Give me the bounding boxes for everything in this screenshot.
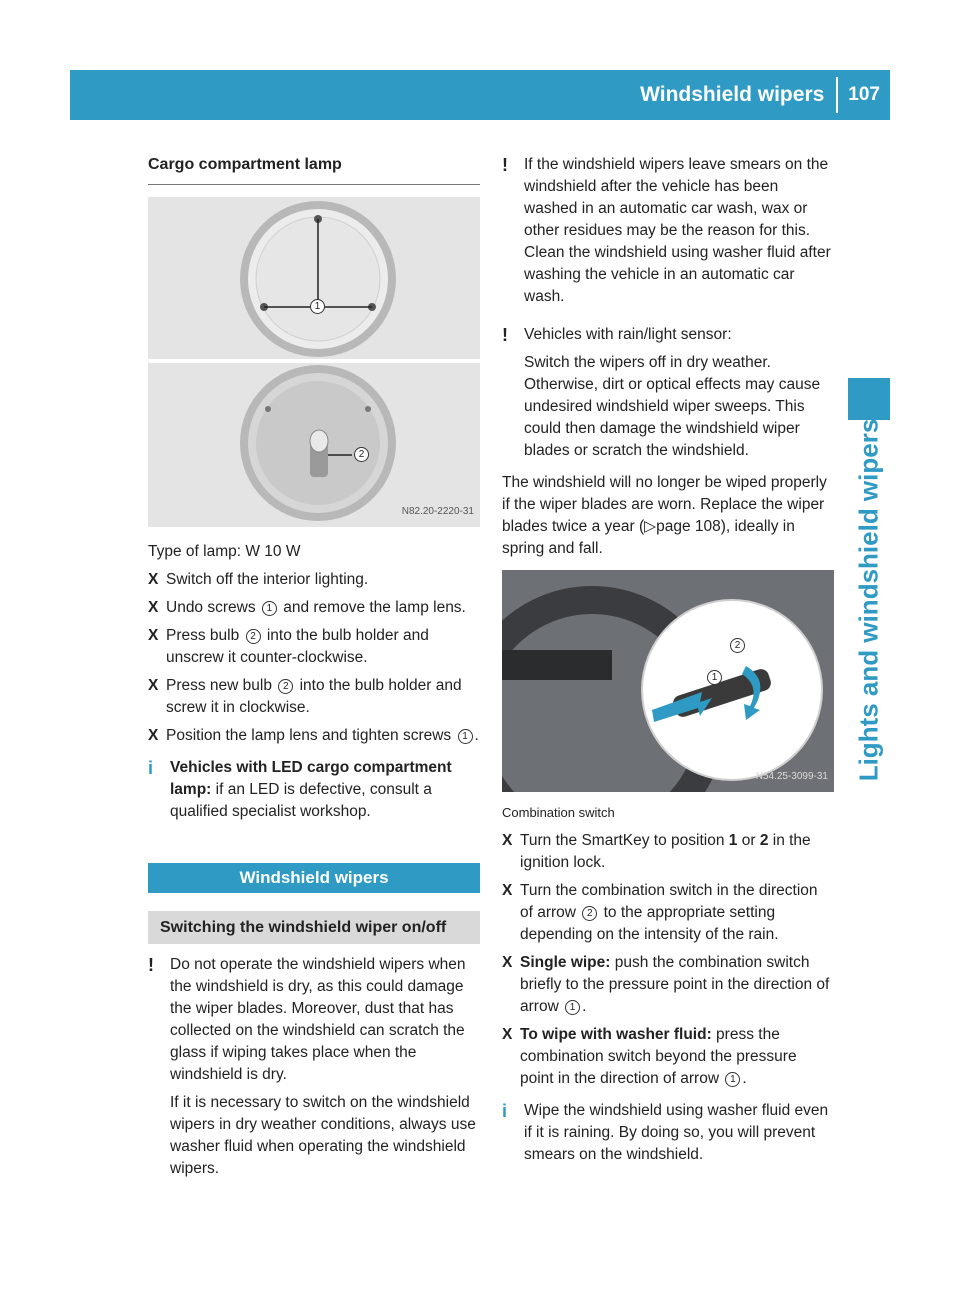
warning-text: Do not operate the windshield wipers when the windshield is dry, as this could damage the wiper blades. Moreover, dust that has collected on the windshield can scratch the glass if wiping takes place when the windshield is dry. xyxy=(170,956,466,1083)
running-header xyxy=(640,70,890,120)
step-item xyxy=(148,625,480,669)
step-text: Single wipe: push the combination switch briefly to the pressure point in the direction of arrow 1 . xyxy=(520,954,830,1015)
callout-1: 1 xyxy=(458,729,473,744)
step-marker-icon: X xyxy=(148,677,159,694)
header-title: Windshield wipers xyxy=(640,83,825,106)
warning-text: If it is necessary to switch on the windshield wipers in dry weather conditions, always use washer fluid when operating the windshield wipers. xyxy=(170,1094,476,1177)
step-item xyxy=(148,725,480,747)
callout-2: 2 xyxy=(730,638,745,653)
callout-2: 2 xyxy=(354,447,369,462)
warning-icon: ! xyxy=(148,955,154,975)
step-marker-icon: X xyxy=(502,832,513,849)
step-item xyxy=(502,952,834,1018)
info-text: Wipe the windshield using washer fluid even if it is raining. By doing so, you will prevent smears on the windshield. xyxy=(524,1102,829,1163)
callout-1: 1 xyxy=(262,601,277,616)
step-marker-icon: X xyxy=(502,954,513,971)
info-text: if an LED is defective, consult a qualified specialist workshop. xyxy=(170,781,432,820)
step-marker-icon: X xyxy=(148,599,159,616)
step-text: To wipe with washer fluid: press the combination switch beyond the pressure point in the direction of arrow 1 . xyxy=(520,1026,797,1087)
figure-cargo-lamp xyxy=(148,197,480,527)
callout-2: 2 xyxy=(582,906,597,921)
step-item xyxy=(148,569,480,591)
side-tab-marker xyxy=(848,378,890,420)
page-ref-icon: ▷ xyxy=(644,518,657,535)
figure-caption: Combination switch xyxy=(502,805,615,820)
cargo-lamp-illustration xyxy=(148,197,480,527)
step-text: Turn the combination switch in the direction of arrow 2 to the appropriate setting depending on the intensity of the rain. xyxy=(520,882,818,943)
step-marker-icon: X xyxy=(502,1026,513,1043)
callout-2: 2 xyxy=(246,629,261,644)
figure-combination-switch xyxy=(502,570,834,792)
callout-1: 1 xyxy=(310,299,325,314)
right-column xyxy=(502,154,834,1176)
callout-1: 1 xyxy=(707,670,722,685)
body-paragraph: The windshield will no longer be wiped properly if the wiper blades are worn. Replace the wiper blades twice a year (▷page 108), ideally in spring and fall. xyxy=(502,474,827,557)
section-title-bar: Windshield wipers xyxy=(148,863,480,893)
warning-note xyxy=(502,154,834,314)
step-text: Press bulb 2 into the bulb holder and unscrew it counter-clockwise. xyxy=(166,627,429,666)
step-item xyxy=(502,830,834,874)
step-text: Position the lamp lens and tighten screws 1 . xyxy=(166,727,479,744)
subsection-title-bar: Switching the windshield wiper on/off xyxy=(148,911,480,944)
warning-icon: ! xyxy=(502,155,508,175)
callout-1: 1 xyxy=(725,1072,740,1087)
figure-code: N82.20-2220-31 xyxy=(401,506,474,517)
step-marker-icon: X xyxy=(148,571,159,588)
left-column xyxy=(148,154,480,1190)
step-marker-icon: X xyxy=(148,627,159,644)
step-item xyxy=(148,675,480,719)
warning-text: If the windshield wipers leave smears on the windshield after the vehicle has been washed in an automatic car wash, wax or other residues may be the reason for this. Clean the windshield using washer fluid after washing the vehicle in an automatic car wash. xyxy=(524,156,831,305)
heading-cargo-lamp: Cargo compartment lamp xyxy=(148,154,480,185)
warning-icon: ! xyxy=(502,325,508,345)
warning-note xyxy=(502,324,834,468)
side-tab-label: Lights and windshield wipers xyxy=(853,418,884,782)
warning-text: Vehicles with rain/light sensor: xyxy=(524,326,732,343)
step-text: Undo screws 1 and remove the lamp lens. xyxy=(166,599,466,616)
step-text: Turn the SmartKey to position 1 or 2 in the ignition lock. xyxy=(520,832,811,871)
info-icon: i xyxy=(502,1101,508,1121)
page-number: 107 xyxy=(848,84,880,105)
info-icon: i xyxy=(148,758,154,778)
info-note xyxy=(148,757,480,829)
step-text: Switch off the interior lighting. xyxy=(166,571,369,588)
callout-1: 1 xyxy=(565,1000,580,1015)
step-item xyxy=(502,1024,834,1090)
lamp-type: Type of lamp: W 10 W xyxy=(148,543,301,560)
step-item xyxy=(148,597,480,619)
warning-note xyxy=(148,954,480,1186)
step-marker-icon: X xyxy=(148,727,159,744)
step-item xyxy=(502,880,834,946)
page-reference[interactable]: page 108 xyxy=(656,518,721,535)
figure-code: N54.25-3099-31 xyxy=(755,771,828,782)
callout-2: 2 xyxy=(278,679,293,694)
warning-text: Switch the wipers off in dry weather. Otherwise, dirt or optical effects may cause undesired windshield wiper sweeps. This could then damage the windshield wiper blades or scratch the windshield. xyxy=(524,354,821,459)
info-bold: Vehicles with LED cargo compartment lamp: xyxy=(170,759,452,798)
step-marker-icon: X xyxy=(502,882,513,899)
step-text: Press new bulb 2 into the bulb holder and screw it in clockwise. xyxy=(166,677,462,716)
combination-switch-illustration xyxy=(502,570,834,792)
info-note xyxy=(502,1100,834,1172)
